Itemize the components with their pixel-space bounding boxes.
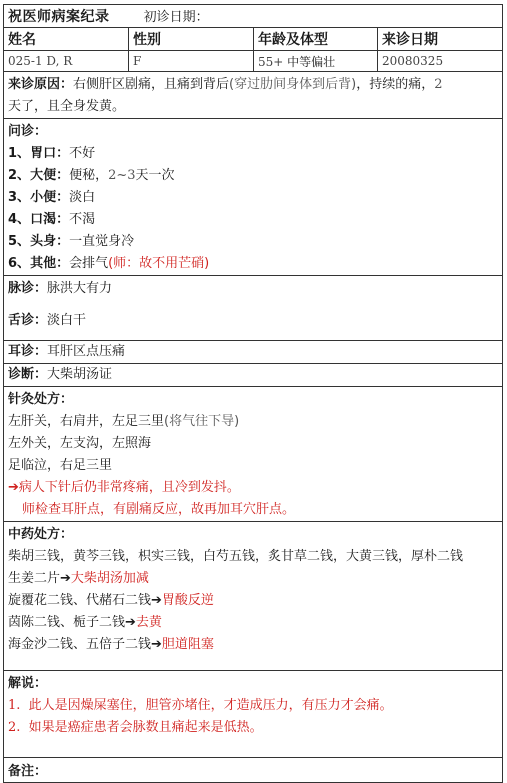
reason-text-b: (穿过肋间身体到后背) (229, 77, 357, 92)
herbal-herbs: 海金沙二钱、五倍子二钱 (8, 637, 152, 652)
patient-sex: F (129, 51, 254, 72)
diagnosis-text: 大柴胡汤证 (47, 367, 113, 382)
inquiry-num: 4 (8, 212, 18, 227)
visit-date: 20080325 (378, 51, 503, 72)
acupuncture-line: 左外关，左支沟，左照海 (8, 436, 152, 451)
ear-text: 耳肝区点压痛 (47, 344, 126, 359)
inquiry-value: 会排气 (69, 256, 109, 271)
inquiry-value: 便秘， (69, 168, 109, 183)
herbal-note: 胃酸反逆 (161, 593, 214, 608)
col-name-header: 姓名 (4, 28, 129, 51)
inquiry-value: 一直觉身冷 (69, 234, 135, 249)
herbal-herbs: 茵陈二钱、栀子二钱 (8, 615, 126, 630)
explanation-item (8, 717, 498, 739)
tongue-text: 淡白干 (47, 313, 87, 328)
acupuncture-section (4, 387, 503, 522)
herbal-note: 胆道阻塞 (161, 637, 214, 652)
inquiry-item-thirst: 4、口渴：不渴 (8, 212, 96, 227)
inquiry-label: 问诊： (8, 124, 48, 139)
explanation-label: 解说： (8, 676, 48, 691)
explanation-text: 如果是癌症患者会脉数且痛起来是低热。 (28, 720, 263, 735)
reason-text-c: ，持续的痛， (356, 77, 435, 92)
patient-build: 中等偏壮 (287, 54, 336, 69)
herbal-label: 中药处方： (8, 527, 74, 542)
herbal-line (8, 612, 498, 634)
inquiry-num: 5 (8, 234, 18, 249)
case-record (3, 4, 502, 779)
explanation-num: 1. (8, 698, 21, 713)
diagnosis-section (4, 364, 503, 387)
arrow-icon: ➔ (151, 593, 162, 608)
herbal-line (8, 634, 498, 656)
inquiry-key: 小便 (30, 190, 57, 205)
pulse-line (8, 278, 498, 300)
reason-text-a: 右侧肝区剧痛，且痛到背后 (73, 77, 230, 92)
inquiry-num: 2 (8, 168, 18, 183)
inquiry-key: 胃口 (30, 146, 57, 161)
diagnosis-label: 诊断： (8, 367, 48, 382)
herbal-line (8, 568, 498, 590)
header-row (4, 5, 503, 28)
inquiry-value: 不渴 (69, 212, 96, 227)
acupuncture-line: 足临泣，右足三里 (8, 458, 113, 473)
col-date-header: 来诊日期 (378, 28, 503, 51)
tongue-line (8, 310, 498, 332)
acupuncture-line (8, 411, 498, 433)
inquiry-num: 1 (8, 146, 18, 161)
inquiry-extra: 2~3 (108, 168, 136, 183)
inquiry-tail: 天一次 (135, 168, 175, 183)
explanation-num: 2. (8, 720, 21, 735)
acupuncture-label: 针灸处方： (8, 392, 74, 407)
arrow-icon: ➔ (151, 637, 162, 652)
acupuncture-points: 左肝关，右肩井，左足三里 (8, 414, 165, 429)
arrow-icon: ➔ (60, 571, 71, 586)
herbal-main-formula: 柴胡三钱，黄芩三钱，枳实三钱，白芍五钱，炙甘草二钱，大黄三钱，厚朴二钱 (8, 549, 464, 564)
herbal-section (4, 522, 503, 671)
inquiry-item-appetite: 1、胃口：不好 (8, 146, 96, 161)
patient-name: 025-1 D, R (4, 51, 129, 72)
ear-label: 耳诊： (8, 344, 48, 359)
inquiry-section (4, 119, 503, 276)
notes-label: 备注： (8, 764, 48, 779)
inquiry-num: 3 (8, 190, 18, 205)
reason-num: 2 (434, 77, 443, 92)
pulse-tongue-section (4, 276, 503, 341)
inquiry-key: 口渴 (30, 212, 57, 227)
reason-label: 来诊原因： (8, 77, 74, 92)
tongue-label: 舌诊： (8, 313, 48, 328)
document-title: 祝医师病案纪录 (8, 9, 110, 25)
herbal-herbs: 生姜二片 (8, 571, 61, 586)
inquiry-key: 头身 (30, 234, 57, 249)
herbal-note: 大柴胡汤加减 (70, 571, 149, 586)
inquiry-key: 大便 (30, 168, 57, 183)
arrow-icon: ➔ (125, 615, 136, 630)
inquiry-item-body: 5、头身：一直觉身冷 (8, 234, 135, 249)
reason-text-d: 天了，且全身发黄。 (8, 99, 126, 114)
herbal-herbs: 旋覆花二钱、代赭石二钱 (8, 593, 152, 608)
acupuncture-red-note: 师检查耳肝点，有剧痛反应，故再加耳穴肝点。 (22, 502, 296, 517)
notes-section (4, 758, 503, 783)
acupuncture-note: (将气往下导) (164, 414, 240, 429)
patient-age: 55+ (258, 54, 284, 69)
inquiry-key: 其他 (30, 256, 57, 271)
explanation-section (4, 671, 503, 758)
inquiry-value: 不好 (69, 146, 96, 161)
first-visit-date-label: 初诊日期： (143, 10, 209, 25)
inquiry-num: 6 (8, 256, 18, 271)
col-age-header: 年龄及体型 (254, 28, 378, 51)
reason-section (4, 72, 503, 119)
herbal-line (8, 590, 498, 612)
patient-age-build (254, 51, 378, 72)
inquiry-item-stool: 2、大便：便秘，2~3天一次 (8, 168, 175, 183)
col-sex-header: 性别 (129, 28, 254, 51)
explanation-item (8, 695, 498, 717)
explanation-text: 此人是因燥屎塞住，胆管亦堵住，才造成压力，有压力才会痛。 (28, 698, 393, 713)
pulse-label: 脉诊： (8, 281, 48, 296)
ear-section (4, 341, 503, 364)
pulse-text: 脉洪大有力 (47, 281, 113, 296)
herbal-note: 去黄 (135, 615, 162, 630)
case-table (3, 4, 503, 783)
inquiry-value: 淡白 (69, 190, 96, 205)
acupuncture-red-note: ➔病人下针后仍非常疼痛，且冷到发抖。 (8, 480, 240, 495)
inquiry-teacher-note: (师：故不用芒硝) (108, 256, 210, 271)
inquiry-item-other: 6、其他：会排气(师：故不用芒硝) (8, 256, 210, 271)
inquiry-item-urine: 3、小便：淡白 (8, 190, 96, 205)
